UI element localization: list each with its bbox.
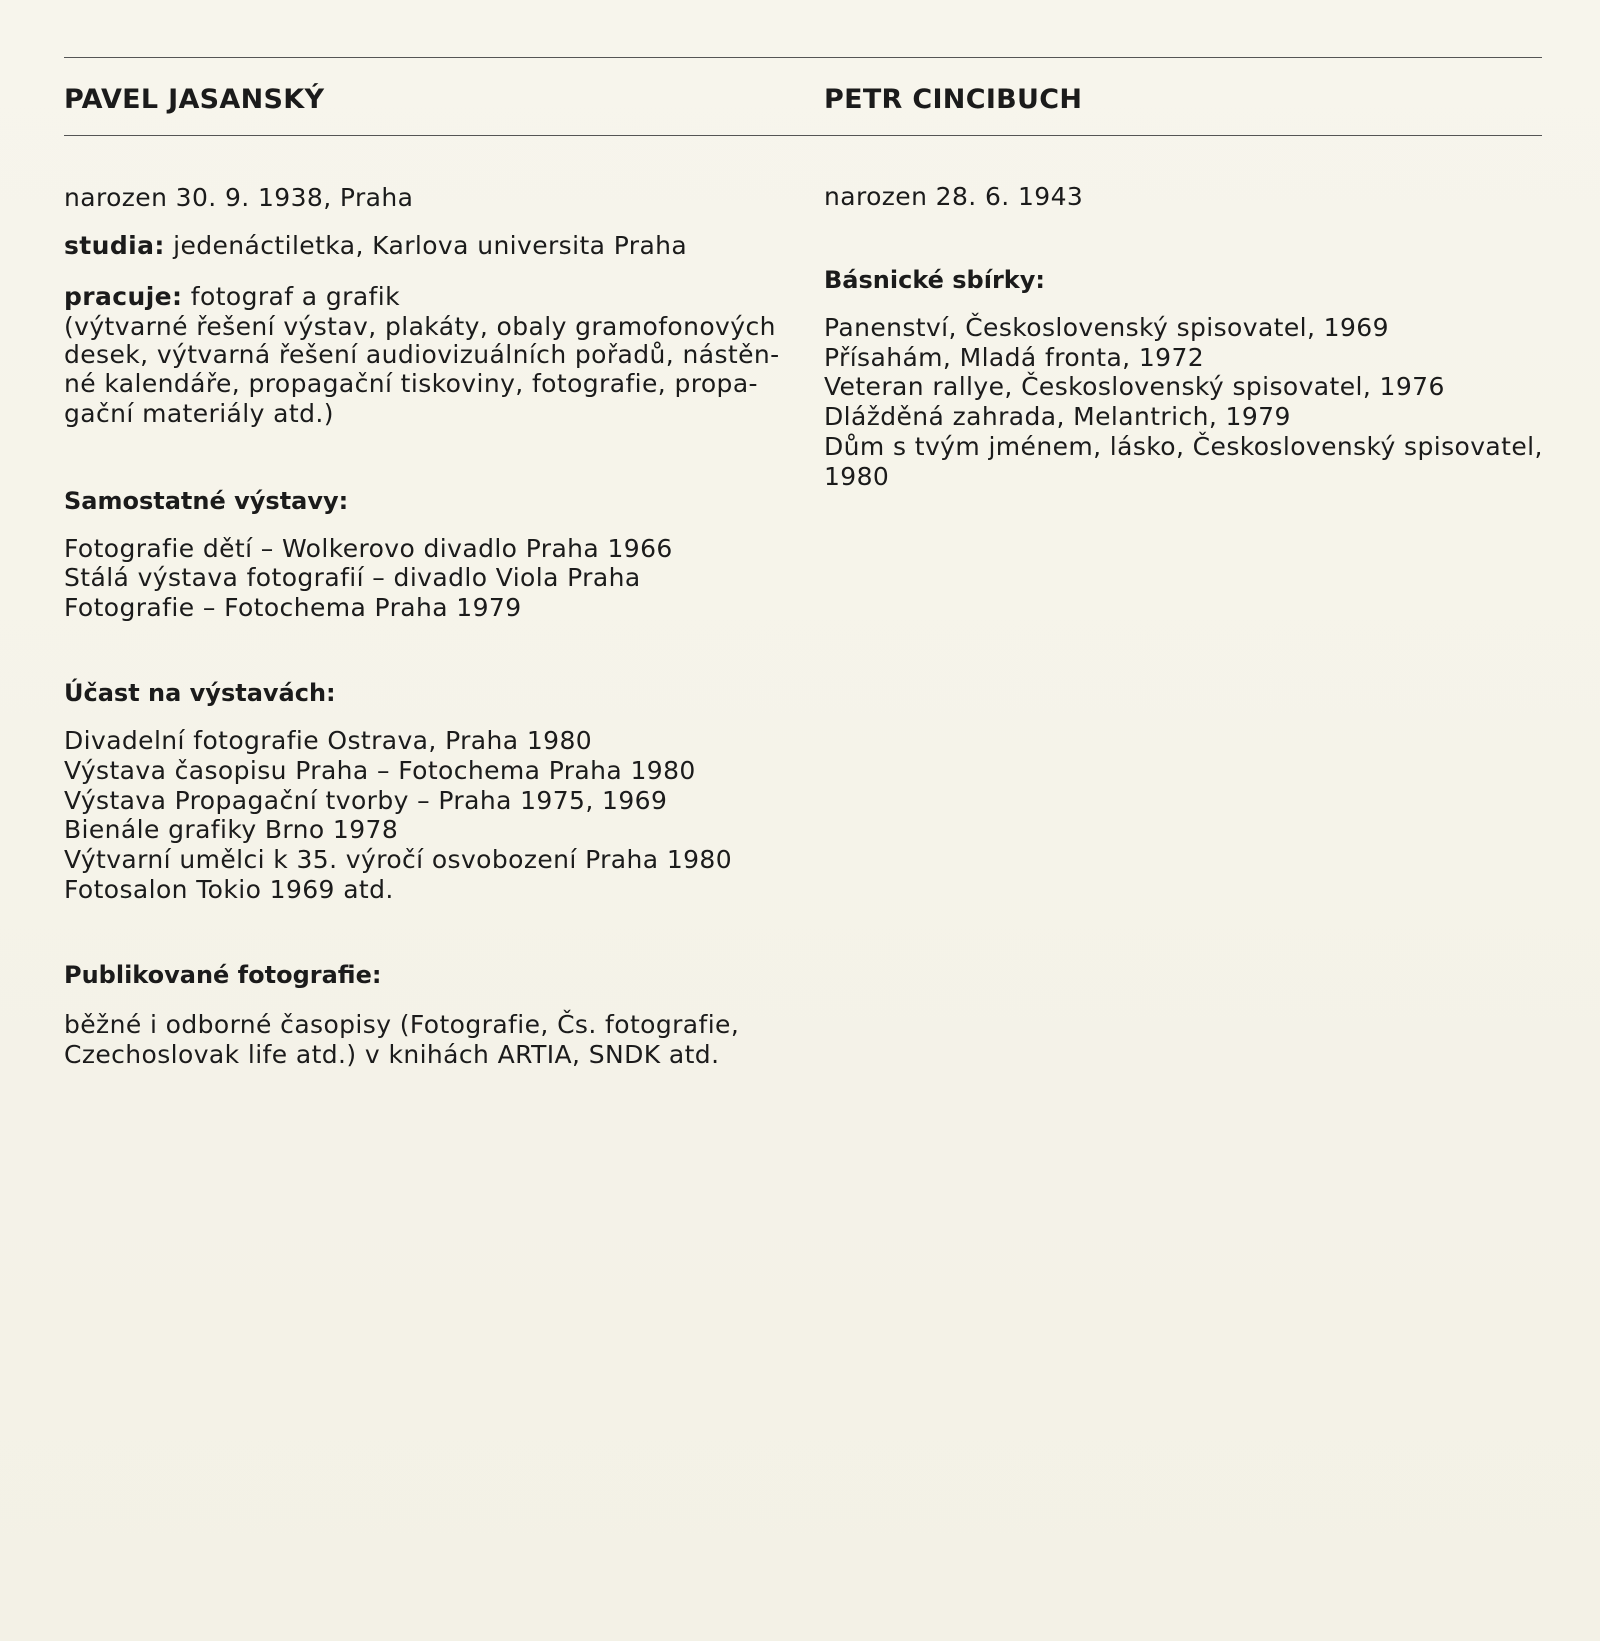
pracuje-detail-line: né kalendáře, propagační tiskoviny, fotografie, propa-	[64, 369, 758, 398]
list-item: 1980	[824, 462, 890, 491]
list-item: Dlážděná zahrada, Melantrich, 1979	[824, 402, 1291, 431]
publikovane-heading: Publikované fotografie:	[64, 961, 382, 989]
top-rule	[64, 57, 1542, 58]
list-item: Bienále grafiky Brno 1978	[64, 815, 399, 844]
author-name-right: PETR CINCIBUCH	[824, 84, 1083, 115]
list-item: Výstava časopisu Praha – Fotochema Praha 1980	[64, 756, 696, 785]
birth-info-right: narozen 28. 6. 1943	[824, 182, 1084, 211]
list-item: Divadelní fotografie Ostrava, Praha 1980	[64, 726, 593, 755]
pracuje-line	[64, 282, 400, 312]
publikovane-line: Czechoslovak life atd.) v knihách ARTIA, SNDK atd.	[64, 1040, 720, 1069]
list-item: Veteran rallye, Československý spisovatel, 1976	[824, 372, 1445, 401]
studia-value: jedenáctiletka, Karlova universita Praha	[173, 231, 688, 260]
list-item: Přísahám, Mladá fronta, 1972	[824, 343, 1205, 372]
list-item: Stálá výstava fotografií – divadlo Viola Praha	[64, 563, 641, 592]
list-item: Fotografie dětí – Wolkerovo divadlo Praha 1966	[64, 534, 673, 563]
pracuje-label: pracuje:	[64, 282, 183, 311]
list-item: Fotosalon Tokio 1969 atd.	[64, 875, 394, 904]
header-bottom-rule	[64, 135, 1542, 136]
pracuje-value: fotograf a grafik	[190, 282, 400, 311]
pracuje-detail-line: desek, výtvarná řešení audiovizuálních pořadů, nástěn-	[64, 340, 780, 369]
list-item: Výstava Propagační tvorby – Praha 1975, 1969	[64, 786, 668, 815]
ucast-heading: Účast na výstavách:	[64, 679, 336, 707]
list-item: Fotografie – Fotochema Praha 1979	[64, 593, 522, 622]
birth-info-left: narozen 30. 9. 1938, Praha	[64, 183, 414, 212]
pracuje-detail-line: gační materiály atd.)	[64, 399, 334, 428]
basnicke-sbirky-heading: Básnické sbírky:	[824, 266, 1045, 294]
list-item: Výtvarní umělci k 35. výročí osvobození Praha 1980	[64, 845, 733, 874]
studia-line	[64, 231, 687, 261]
author-name-left: PAVEL JASANSKÝ	[64, 84, 325, 115]
samostatne-vystavy-heading: Samostatné výstavy:	[64, 487, 349, 515]
list-item: Panenství, Československý spisovatel, 1969	[824, 313, 1389, 342]
pracuje-detail-line: (výtvarné řešení výstav, plakáty, obaly gramofonových	[64, 312, 776, 341]
list-item: Dům s tvým jménem, lásko, Československý spisovatel,	[824, 432, 1543, 461]
publikovane-line: běžné i odborné časopisy (Fotografie, Čs. fotografie,	[64, 1010, 740, 1039]
studia-label: studia:	[64, 231, 165, 260]
